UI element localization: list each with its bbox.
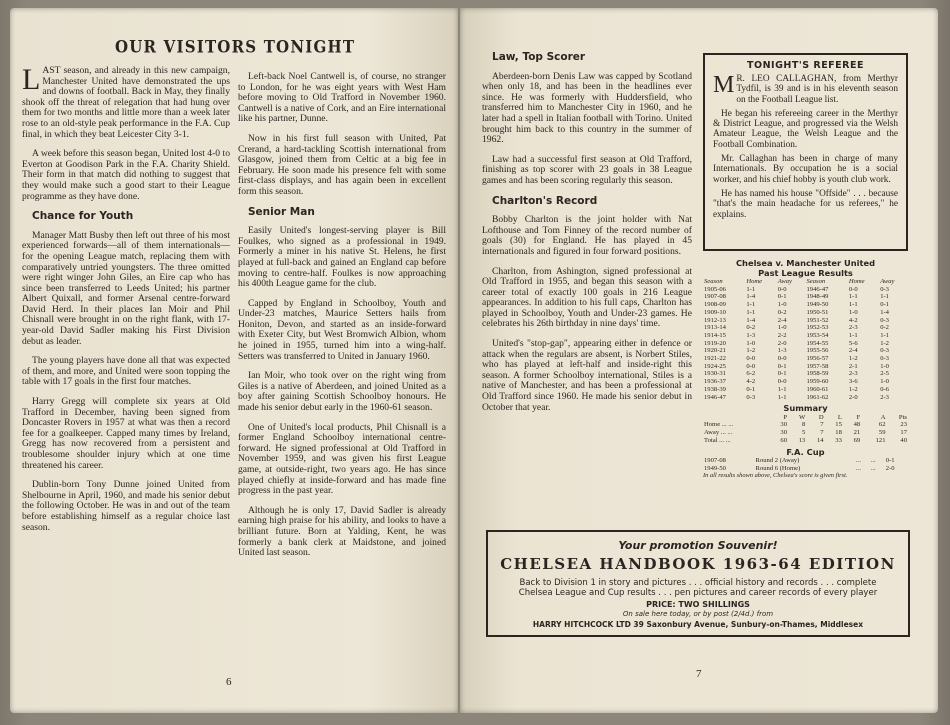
- table-cell: ...: [870, 457, 876, 465]
- paragraph: Although he is only 17, David Sadler is already earning high praise for his ability, and looks to have a brilliant future. Born at Yalding, Kent, he was formerly a bank clerk at Maidstone, and joined United last season.: [238, 504, 446, 559]
- referee-title: TONIGHT'S REFEREE: [747, 60, 864, 71]
- table-cell: 1-0: [848, 308, 858, 316]
- table-cell: 2-2: [777, 331, 787, 339]
- table-cell: 1-1: [746, 285, 756, 293]
- left-column-1: [22, 63, 230, 542]
- table-cell: 2-4: [848, 347, 858, 355]
- results-panel: [703, 259, 908, 480]
- table-cell: 3-6: [848, 378, 858, 386]
- table-cell: 0-1: [746, 385, 756, 393]
- table-cell: 4-2: [848, 316, 858, 324]
- table-cell: 1-2: [848, 385, 858, 393]
- cup-title: F.A. Cup: [786, 446, 825, 457]
- table-cell: 1-1: [880, 331, 889, 339]
- table-cell: 1-4: [746, 293, 756, 301]
- page-number: 6: [226, 676, 232, 688]
- table-row: [703, 378, 908, 386]
- left-page: [10, 8, 458, 713]
- table-cell: Total ... ...: [704, 436, 731, 444]
- table-cell: 1-2: [746, 347, 756, 355]
- table-cell: 1-0: [777, 301, 787, 309]
- advert-tagline: Your promotion Souvenir!: [618, 539, 778, 552]
- table-cell: P: [783, 413, 787, 421]
- advert-sale-note: On sale here today, or by post (2/4d.) from: [622, 610, 774, 618]
- table-cell: 2-5: [880, 370, 889, 378]
- summary-title: Summary: [783, 403, 828, 414]
- table-cell: 1952-53: [806, 324, 829, 332]
- right-column-1: [482, 52, 692, 422]
- table-cell: 1-0: [880, 378, 889, 386]
- table-cell: Away: [777, 278, 792, 285]
- table-cell: 1953-54: [806, 331, 829, 339]
- table-cell: 1-0: [746, 339, 756, 347]
- table-row: [703, 340, 908, 348]
- table-cell: 0-3: [880, 347, 889, 355]
- table-cell: 17: [900, 429, 907, 437]
- paragraph: Capped by England in Schoolboy, Youth and Under-23 matches, Maurice Setters hails from Honiton, Devon, and started as an inside-forward with Exeter City, but West Bromwich Albion, whom he joined in 1955, turned him into a wing-half. Setters was transferred to United in January 1960.: [238, 297, 446, 362]
- table-cell: 121: [875, 436, 886, 444]
- paragraph: One of United's local products, Phil Chisnall is a former England Schoolboy international centre-forward. He signed professional at Old Trafford in November 1959, and was given his first League game, at outside-right, two years ago. He has since played chiefly at inside-forward and has made fine progress in the past year.: [238, 421, 446, 497]
- table-cell: 1913-14: [704, 324, 726, 332]
- table-cell: 1912-13: [704, 316, 726, 324]
- table-cell: 1-0: [777, 324, 787, 332]
- table-cell: 59: [878, 429, 886, 437]
- table-cell: 69: [853, 436, 861, 444]
- advert-body: Back to Division 1 in story and pictures . . . official history and records . . . complete Chelsea League and Cup results . . . pen pictures and career records of every player: [518, 578, 878, 598]
- section-heading: Senior Man: [248, 205, 315, 218]
- table-cell: 1948-49: [806, 293, 829, 301]
- table-cell: 33: [835, 436, 842, 444]
- paragraph: Charlton, from Ashington, signed professional at Old Trafford in 1955, and began this season with a career total of exactly 100 goals in 216 League appearances. In addition to his full caps, Charlton has played in Schoolboy, Youth and Under-23 games. He celebrates his 26th birthday in nine days' time.: [482, 265, 692, 330]
- table-cell: 60: [780, 436, 787, 444]
- paragraph: Ian Moir, who took over on the right wing from Giles is a native of Aberdeen, and joined United as a boy after gaining Scottish Schoolboy honours. He made his senior debut early in the 1960-61 season.: [238, 370, 446, 414]
- table-cell: ...: [870, 464, 876, 472]
- handbook-advert: [486, 530, 910, 637]
- table-cell: 1949-50: [704, 464, 726, 472]
- table-cell: 23: [900, 421, 907, 429]
- paragraph: He began his refereeing career in the Merthyr & District League, and progressed via the Welsh Amateur League, the Welsh League and the Football Combination.: [713, 108, 898, 150]
- table-cell: 2-0: [777, 339, 787, 347]
- table-cell: Season: [806, 278, 826, 285]
- table-row: [703, 465, 908, 473]
- page-number: 7: [696, 668, 702, 680]
- table-cell: 1951-52: [806, 316, 829, 324]
- table-row: [703, 386, 908, 394]
- table-cell: 0-0: [777, 355, 787, 363]
- page-title: OUR VISITORS TONIGHT: [115, 37, 356, 57]
- referee-box: [703, 53, 908, 251]
- drop-cap: L: [22, 63, 41, 96]
- table-cell: 1-2: [848, 355, 858, 363]
- table-cell: 2-1: [848, 362, 858, 370]
- advert-publisher: HARRY HITCHCOCK LTD 39 Saxonbury Avenue, Sunbury-on-Thames, Middlesex: [532, 620, 864, 629]
- table-cell: 1930-31: [704, 370, 726, 378]
- table-cell: Round 2 (Away): [755, 457, 800, 465]
- table-cell: 1921-22: [704, 355, 726, 363]
- table-row: [703, 286, 908, 294]
- table-cell: 1907-08: [704, 457, 726, 465]
- table-cell: L: [837, 413, 842, 421]
- table-cell: 1-1: [848, 301, 858, 309]
- table-row: [703, 332, 908, 340]
- table-cell: 1956-57: [806, 355, 829, 363]
- paragraph: A week before this season began, United lost 4-0 to Everton at Goodison Park in the F.A. Charity Shield. Their form in that match did nothing to suggest that they would make such a good start to their League programme as they have done.: [22, 148, 230, 202]
- table-cell: 1-1: [746, 301, 756, 309]
- table-cell: ...: [855, 457, 861, 465]
- table-cell: 1954-55: [806, 339, 829, 347]
- table-header-row: [703, 278, 908, 286]
- table-cell: 1-1: [848, 331, 858, 339]
- table-cell: 40: [900, 436, 907, 444]
- paragraph: The young players have done all that was expected of them, and more, and United were soon topping the table with 17 goals in the first four matches.: [22, 355, 230, 388]
- table-cell: 0-0: [848, 285, 858, 293]
- advert-price: PRICE: TWO SHILLINGS: [646, 600, 750, 609]
- table-cell: 0-2: [746, 324, 756, 332]
- table-cell: Pts: [898, 413, 907, 421]
- table-cell: Home ... ...: [704, 421, 734, 429]
- table-cell: 1924-25: [704, 362, 726, 370]
- table-cell: 0-1: [880, 301, 889, 309]
- table-cell: 1949-50: [806, 301, 829, 309]
- table-cell: 7: [820, 429, 824, 437]
- table-cell: 1959-60: [806, 378, 829, 386]
- paragraph: Aberdeen-born Denis Law was capped by Scotland when only 18, and has been in the headlines ever since. He was formerly with Huddersfield, who transferred him to Manchester City in 1960, and he later had a spell in Italian football with Torino. United brought him back to this country in the summer of 1962.: [482, 70, 692, 146]
- table-cell: 0-1: [885, 457, 895, 465]
- table-cell: 0-0: [777, 378, 787, 386]
- table-row: [703, 324, 908, 332]
- table-cell: 1-2: [880, 339, 889, 347]
- table-cell: 0-3: [746, 393, 756, 401]
- table-cell: 7: [820, 421, 824, 429]
- table-cell: 0-6: [880, 385, 889, 393]
- paragraph: Mr. Callaghan has been in charge of many Internationals. By occupation he is a social worker, and his chief hobby is youth club work.: [713, 154, 898, 185]
- table-cell: 8: [801, 421, 806, 429]
- table-row: [703, 429, 908, 437]
- results-subtitle: Past League Results: [758, 267, 853, 278]
- table-cell: 0-2: [880, 324, 889, 332]
- table-cell: Away ... ...: [704, 429, 733, 437]
- table-cell: 1936-37: [704, 378, 726, 386]
- table-cell: 1-1: [746, 308, 756, 316]
- table-row: [703, 293, 908, 301]
- table-cell: Home: [848, 278, 865, 285]
- table-cell: 13: [798, 436, 806, 444]
- table-row: [703, 309, 908, 317]
- table-cell: 1-1: [777, 393, 787, 401]
- table-cell: 1-4: [746, 316, 756, 324]
- paragraph: Law had a successful first season at Old Trafford, finishing as top scorer with 23 goals in 38 League games and has been scoring regularly this season.: [482, 153, 692, 186]
- table-row: [703, 347, 908, 355]
- table-cell: 1920-21: [704, 347, 726, 355]
- paragraph: Harry Gregg will complete six years at Old Trafford in December, having been signed from Doncaster Rovers in 1957 at what was then a record fee for a goalkeeper. Capped many times by Ireland, Gregg has now recovered from a persistent and troublesome shoulder injury which at one time threatened his career.: [22, 396, 230, 471]
- table-row: [703, 370, 908, 378]
- table-cell: 0-3: [880, 316, 889, 324]
- table-cell: 1-4: [880, 308, 889, 316]
- paragraph: Now in his first full season with United, Pat Crerand, a hard-tackling Scottish international from Glasgow, joined them from Celtic at a big fee in February. He soon made his presence felt with some first-class displays, and has again been in excellent form this season.: [238, 132, 446, 197]
- table-cell: 0-3: [880, 285, 889, 293]
- table-cell: 14: [816, 436, 824, 444]
- table-cell: 1-1: [777, 385, 787, 393]
- left-column-2: [238, 72, 446, 568]
- table-cell: 15: [835, 421, 842, 429]
- table-cell: 1955-56: [806, 347, 829, 355]
- table-row: [703, 394, 908, 402]
- table-row: [703, 363, 908, 371]
- table-cell: 0-1: [777, 362, 787, 370]
- table-cell: 1-1: [848, 293, 858, 301]
- table-cell: Away: [880, 278, 895, 285]
- table-cell: 0-3: [880, 355, 889, 363]
- table-cell: 1908-09: [704, 301, 726, 309]
- table-cell: [703, 414, 770, 422]
- table-cell: 2-4: [777, 316, 787, 324]
- table-row: [703, 437, 908, 445]
- right-page: [460, 8, 938, 713]
- advert-headline: CHELSEA HANDBOOK 1963-64 EDITION: [500, 555, 896, 573]
- table-cell: 1-0: [880, 362, 889, 370]
- section-heading: Law, Top Scorer: [492, 51, 586, 63]
- table-row: [703, 301, 908, 309]
- table-row: [703, 421, 908, 429]
- table-cell: 1919-20: [704, 339, 726, 347]
- table-cell: F: [856, 413, 861, 421]
- table-cell: 2-3: [848, 370, 858, 378]
- table-cell: 1946-47: [704, 393, 726, 401]
- table-row: [703, 457, 908, 465]
- results-title: Chelsea v. Manchester United: [735, 258, 876, 268]
- paragraph: Dublin-born Tony Dunne joined United from Shelbourne in April, 1960, and made his senior debut the following October. He was in and out of the team before establishing himself as a regular choice last season.: [22, 479, 230, 533]
- table-cell: 18: [835, 429, 842, 437]
- table-cell: 0-0: [777, 285, 787, 293]
- paragraph: LAST season, and already in this new campaign, Manchester United have demonstrated the ups and downs of football. Back in May, they finally shook off the threat of relegation that had hung over them for two months and little more than a week later rose to an old-style peak performance in the F.A. Cup final, in which they beat Leicester City 3-1.: [22, 63, 230, 140]
- table-cell: 1946-47: [806, 285, 829, 293]
- table-cell: ...: [855, 464, 861, 472]
- table-cell: 4-2: [746, 378, 756, 386]
- table-cell: 1907-08: [704, 293, 726, 301]
- paragraph: United's "stop-gap", appearing either in defence or attack when the regulars are absent, is Norbert Stiles, who has played at left-half and inside-right this season. A former Schoolboy international, Stiles is a native of Manchester, and has been a professional at Old Trafford since 1960. He made his senior debut in October that year.: [482, 338, 692, 413]
- table-cell: 1-3: [746, 331, 756, 339]
- table-cell: 2-3: [848, 324, 858, 332]
- paragraph: Bobby Charlton is the joint holder with Nat Lofthouse and Tom Finney of the record number of goals (30) for England. He has played in 45 internationals and figured in four forward positions.: [482, 214, 692, 257]
- table-cell: 1909-10: [704, 308, 726, 316]
- table-cell: W: [799, 413, 806, 421]
- table-cell: 0-2: [777, 308, 787, 316]
- table-cell: 21: [853, 429, 861, 437]
- table-cell: 2-0: [885, 464, 895, 472]
- cup-note: In all results shown above, Chelsea's score is given first.: [703, 472, 848, 480]
- table-cell: 0-1: [777, 293, 787, 301]
- table-cell: 1914-15: [704, 331, 726, 339]
- table-cell: 1-3: [777, 347, 787, 355]
- table-cell: A: [880, 413, 886, 421]
- table-cell: 1-1: [880, 293, 889, 301]
- table-row: [703, 355, 908, 363]
- paragraph: He has named his house "Offside" . . . because "that's the main headache for us referees," he explains.: [713, 188, 898, 220]
- table-cell: 1958-59: [806, 370, 829, 378]
- cup-table: [703, 457, 908, 472]
- table-cell: 1938-39: [704, 385, 726, 393]
- table-cell: Season: [704, 278, 723, 285]
- section-heading: Chance for Youth: [32, 210, 134, 223]
- summary-table: [703, 414, 908, 445]
- drop-cap: M: [713, 72, 735, 98]
- paragraph: M R. LEO CALLAGHAN, from Merthyr Tydfil, is 39 and is in his eleventh season on the Football League list.: [713, 72, 898, 105]
- table-cell: 1905-06: [704, 285, 726, 293]
- table-cell: Home: [746, 278, 763, 285]
- table-cell: Round 6 (Home): [755, 464, 801, 472]
- section-heading: Charlton's Record: [492, 194, 598, 207]
- table-cell: D: [818, 413, 824, 421]
- paragraph: Left-back Noel Cantwell is, of course, no stranger to London, for he was eight years with West Ham before moving to Old Trafford in November 1960. Cantwell is a native of Cork, and an Eire international like his partner, Dunne.: [238, 71, 446, 125]
- paragraph: Easily United's longest-serving player is Bill Foulkes, who signed as a professional in 1949. Formerly a miner in his native St. Helens, he first played at full-back and gained an England cap before moving to centre-half. Foulkes is now approaching his 400th League game for the club.: [238, 225, 446, 290]
- table-cell: 0-0: [746, 355, 756, 363]
- table-row: [703, 317, 908, 325]
- table-cell: 5: [801, 429, 806, 437]
- table-cell: 30: [780, 421, 787, 429]
- table-cell: 0-0: [746, 362, 756, 370]
- table-cell: 5-6: [848, 339, 858, 347]
- table-cell: 1960-61: [806, 385, 829, 393]
- paragraph: Manager Matt Busby then left out three of his most experienced forwards—all of them internationals—for the opening League match, replacing them with comparatively untried youngsters. The three omitted were right winger John Giles, an Eire cap who has since been transferred to Leeds United; his partner Albert Quixall, and former Arsenal centre-forward David Herd. In their places Ian Moir and Phil Chisnall were brought in on the right flank, with 17-year-old David Sadler making his First Division debut as leader.: [22, 229, 230, 347]
- table-cell: 48: [853, 421, 861, 429]
- table-cell: 1950-51: [806, 308, 829, 316]
- table-cell: 2-0: [848, 393, 858, 401]
- table-cell: 0-1: [777, 370, 787, 378]
- table-cell: 30: [780, 429, 787, 437]
- results-table: [703, 278, 908, 401]
- table-header-row: [703, 414, 908, 422]
- table-cell: 62: [878, 421, 886, 429]
- table-cell: 1961-62: [806, 393, 829, 401]
- table-cell: 1957-58: [806, 362, 829, 370]
- table-cell: 2-3: [880, 393, 889, 401]
- table-cell: 6-2: [746, 370, 756, 378]
